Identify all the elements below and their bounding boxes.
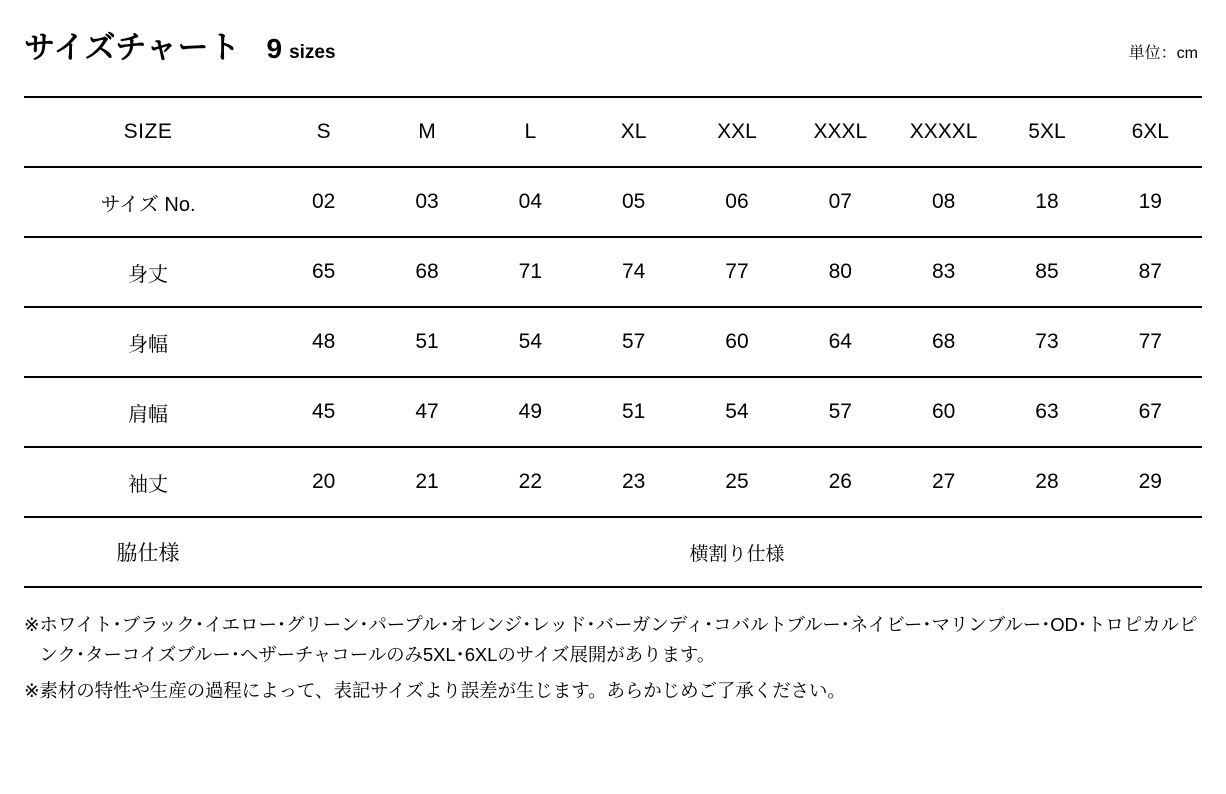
merged-cell-value: 横割り仕様 — [272, 517, 1202, 587]
size-count: 9 — [266, 33, 283, 64]
cell-value: 47 — [375, 377, 478, 447]
cell-value: 57 — [789, 377, 892, 447]
cell-value: 83 — [892, 237, 995, 307]
column-header-xxxxl: XXXXL — [892, 97, 995, 167]
cell-value: 60 — [685, 307, 788, 377]
cell-value: 63 — [995, 377, 1098, 447]
row-label: 肩幅 — [24, 377, 272, 447]
note-item — [24, 610, 1202, 670]
column-header-xxxl: XXXL — [789, 97, 892, 167]
column-header-xxl: XXL — [685, 97, 788, 167]
table-row — [24, 447, 1202, 517]
row-label: サイズ No. — [24, 167, 272, 237]
cell-value: 20 — [272, 447, 375, 517]
cell-value: 71 — [479, 237, 582, 307]
column-header-5xl: 5XL — [995, 97, 1098, 167]
cell-value: 48 — [272, 307, 375, 377]
cell-value: 49 — [479, 377, 582, 447]
cell-value: 74 — [582, 237, 685, 307]
size-chart-table — [24, 96, 1202, 588]
row-label: 脇仕様 — [24, 517, 272, 587]
table-row — [24, 167, 1202, 237]
table-row-merged — [24, 517, 1202, 587]
cell-value: 04 — [479, 167, 582, 237]
cell-value: 02 — [272, 167, 375, 237]
cell-value: 23 — [582, 447, 685, 517]
page-title: サイズチャート — [24, 30, 241, 65]
cell-value: 06 — [685, 167, 788, 237]
note-text: ホワイト･ブラック･イエロー･グリーン･パープル･オレンジ･レッド･バーガンディ･コバルトブルー･ネイビー･マリンブルー･OD･トロピカルピンク･ターコイズブルー･ヘザーチャコールのみ5XL･6XLのサイズ展開があります。 — [39, 614, 1198, 665]
note-mark: ※ — [24, 679, 40, 701]
column-header-m: M — [375, 97, 478, 167]
unit-note: 単位：cm — [1128, 45, 1198, 62]
cell-value: 54 — [479, 307, 582, 377]
title-group — [24, 22, 336, 67]
table-header-row — [24, 97, 1202, 167]
cell-value: 03 — [375, 167, 478, 237]
cell-value: 28 — [995, 447, 1098, 517]
cell-value: 05 — [582, 167, 685, 237]
cell-value: 51 — [582, 377, 685, 447]
column-header-6xl: 6XL — [1099, 97, 1202, 167]
cell-value: 18 — [995, 167, 1098, 237]
cell-value: 45 — [272, 377, 375, 447]
table-row — [24, 307, 1202, 377]
cell-value: 29 — [1099, 447, 1202, 517]
row-label: 身幅 — [24, 307, 272, 377]
cell-value: 85 — [995, 237, 1098, 307]
row-label: 身丈 — [24, 237, 272, 307]
column-header-xl: XL — [582, 97, 685, 167]
cell-value: 54 — [685, 377, 788, 447]
cell-value: 19 — [1099, 167, 1202, 237]
cell-value: 65 — [272, 237, 375, 307]
cell-value: 07 — [789, 167, 892, 237]
cell-value: 80 — [789, 237, 892, 307]
cell-value: 68 — [892, 307, 995, 377]
cell-value: 60 — [892, 377, 995, 447]
cell-value: 27 — [892, 447, 995, 517]
notes-section — [24, 610, 1202, 706]
cell-value: 21 — [375, 447, 478, 517]
cell-value: 26 — [789, 447, 892, 517]
note-text: 素材の特性や生産の過程によって、表記サイズより誤差が生じます。あらかじめご了承ください。 — [39, 679, 846, 701]
cell-value: 22 — [479, 447, 582, 517]
cell-value: 64 — [789, 307, 892, 377]
cell-value: 87 — [1099, 237, 1202, 307]
row-label: 袖丈 — [24, 447, 272, 517]
size-count-word: sizes — [289, 42, 336, 63]
column-header-l: L — [479, 97, 582, 167]
note-mark: ※ — [24, 614, 40, 635]
table-head — [24, 97, 1202, 167]
table-body — [24, 167, 1202, 587]
cell-value: 68 — [375, 237, 478, 307]
cell-value: 73 — [995, 307, 1098, 377]
cell-value: 08 — [892, 167, 995, 237]
cell-value: 57 — [582, 307, 685, 377]
cell-value: 67 — [1099, 377, 1202, 447]
cell-value: 25 — [685, 447, 788, 517]
table-row — [24, 377, 1202, 447]
table-row — [24, 237, 1202, 307]
cell-value: 51 — [375, 307, 478, 377]
column-header-s: S — [272, 97, 375, 167]
cell-value: 77 — [685, 237, 788, 307]
column-header-size: SIZE — [24, 97, 272, 167]
page-header — [24, 22, 1202, 80]
note-item — [24, 676, 1202, 706]
cell-value: 77 — [1099, 307, 1202, 377]
